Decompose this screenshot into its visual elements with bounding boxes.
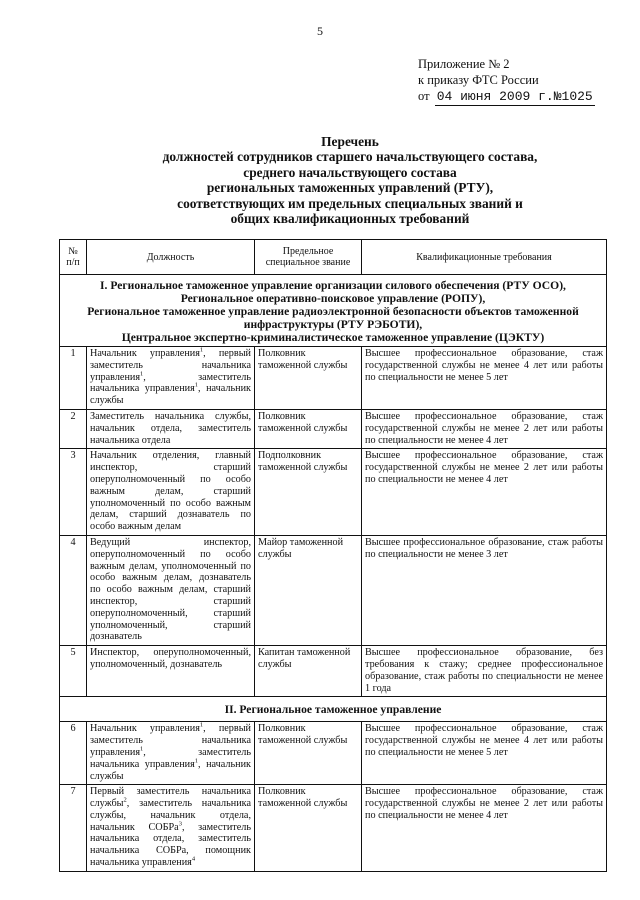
row-rank: Капитан таможенной службы xyxy=(255,646,362,697)
page-number: 5 xyxy=(317,24,323,38)
date-prefix: от xyxy=(418,89,430,103)
header-rank: Предельное специальное звание xyxy=(255,240,362,275)
row-position: Первый заместитель начальника службы$^2$, заместитель начальника службы, начальник отдела, начальник СОБРа$^3$, заместитель начальника отдела, заместитель начальника СОБРа, помощник начальника управления$^4$ xyxy=(87,785,255,872)
footnote-ref: 1 xyxy=(140,370,144,378)
table-header-row xyxy=(60,240,607,275)
row-rank: Полковник таможенной службы xyxy=(255,409,362,448)
order-number-handwritten: 1025 xyxy=(561,89,593,104)
number-sign: № xyxy=(553,89,562,104)
section-line: Региональное таможенное управление радиоэлектронной безопасности объектов таможенной инфраструктуры (РТУ РЭБОТИ), xyxy=(87,305,579,331)
section-heading-1 xyxy=(60,275,607,347)
row-num: 4 xyxy=(60,535,87,645)
row-rank: Подполковник таможенной службы xyxy=(255,449,362,536)
footnote-ref: 1 xyxy=(140,745,144,753)
row-num: 5 xyxy=(60,646,87,697)
row-num: 3 xyxy=(60,449,87,536)
row-rank: Полковник таможенной службы xyxy=(255,785,362,872)
footnote-ref: 1 xyxy=(199,721,204,729)
table-row xyxy=(60,535,607,645)
section-line: Центральное экспертно-криминалистическое таможенное управление (ЦЭКТУ) xyxy=(121,331,545,344)
title-line: соответствующих им предельных специальных званий и xyxy=(177,195,523,211)
row-position: Ведущий инспектор, оперуполномоченный по особо важным делам, уполномоченный по особо важным делам, дознаватель по особо важным делам, старший инспектор, старший оперуполномоченный, старший уполномоченный, старший дознаватель xyxy=(87,535,255,645)
row-num: 6 xyxy=(60,722,87,785)
footnote-ref: 1 xyxy=(194,382,199,389)
footnote-ref: 2 xyxy=(123,796,127,804)
table-row xyxy=(60,646,607,697)
row-rank: Майор таможенной службы xyxy=(255,535,362,645)
document-title xyxy=(60,134,640,226)
table-row xyxy=(60,449,607,536)
row-position: Начальник управления$^1$, первый заместитель начальника управления$^1$, заместитель начальника управления$^1$, начальник службы xyxy=(87,722,255,785)
table-row xyxy=(60,785,607,872)
header-position: Должность xyxy=(87,240,255,275)
row-requirements: Высшее профессиональное образование, без требования к стажу; среднее профессиональное образование, стаж работы по специальности не менее 1 года xyxy=(362,646,607,697)
title-line: среднего начальствующего состава xyxy=(243,164,457,180)
table-row xyxy=(60,347,607,410)
order-date-line xyxy=(418,88,595,106)
section-heading-2: II. Региональное таможенное управление xyxy=(60,697,607,722)
footnote-ref: 1 xyxy=(199,346,204,354)
footnote-ref: 3 xyxy=(178,820,182,828)
row-rank: Полковник таможенной службы xyxy=(255,347,362,410)
appendix-header xyxy=(418,56,595,106)
order-date-handwritten: 04 июня 2009 г.№1025 xyxy=(436,89,593,104)
row-requirements: Высшее профессиональное образование, стаж государственной службы не менее 2 лет или работы по специальности не менее 4 лет xyxy=(362,785,607,872)
row-position: Начальник управления$^1$, первый заместитель начальника управления$^1$, заместитель начальника управления$^1$, начальник службы xyxy=(87,347,255,410)
row-requirements: Высшее профессиональное образование, стаж государственной службы не менее 4 лет или работы по специальности не менее 5 лет xyxy=(362,347,607,410)
title-line: региональных таможенных управлений (РТУ), xyxy=(206,180,494,196)
row-position: Инспектор, оперуполномоченный, уполномоченный, дознаватель xyxy=(87,646,255,697)
row-num: 2 xyxy=(60,409,87,448)
title-line: общих квалификационных требований xyxy=(230,211,470,227)
row-position: Заместитель начальника службы, начальник отдела, заместитель начальника отдела xyxy=(87,409,255,448)
row-position: Начальник отделения, главный инспектор, старший оперуполномоченный по особо важным делам, старший уполномоченный по особо важным делам, старший дознаватель по особо важным делам xyxy=(87,449,255,536)
header-num: № п/п xyxy=(60,240,87,275)
section-line: Региональное оперативно-поисковое управление (РОПУ), xyxy=(180,292,486,305)
row-requirements: Высшее профессиональное образование, стаж государственной службы не менее 2 лет или работы по специальности не менее 4 лет xyxy=(362,409,607,448)
positions-table xyxy=(59,239,607,872)
order-reference: к приказу ФТС России xyxy=(418,73,539,87)
row-num: 7 xyxy=(60,785,87,872)
row-requirements: Высшее профессиональное образование, стаж работы по специальности не менее 3 лет xyxy=(362,535,607,645)
footnote-ref: 1 xyxy=(194,757,199,765)
row-requirements: Высшее профессиональное образование, стаж государственной службы не менее 2 лет или работы по специальности не менее 4 лет xyxy=(362,449,607,536)
header-requirements: Квалификационные требования xyxy=(362,240,607,275)
title-line: должностей сотрудников старшего начальствующего состава, xyxy=(162,149,538,165)
row-rank: Полковник таможенной службы xyxy=(255,722,362,785)
row-num: 1 xyxy=(60,347,87,410)
footnote-ref: 4 xyxy=(191,855,196,863)
appendix-label: Приложение № 2 xyxy=(418,57,510,71)
row-requirements: Высшее профессиональное образование, стаж государственной службы не менее 4 лет или работы по специальности не менее 5 лет xyxy=(362,722,607,785)
title-line: Перечень xyxy=(321,134,379,149)
table-row xyxy=(60,722,607,785)
section-line: I. Региональное таможенное управление организации силового обеспечения (РТУ ОСО), xyxy=(100,279,566,292)
table-row xyxy=(60,409,607,448)
